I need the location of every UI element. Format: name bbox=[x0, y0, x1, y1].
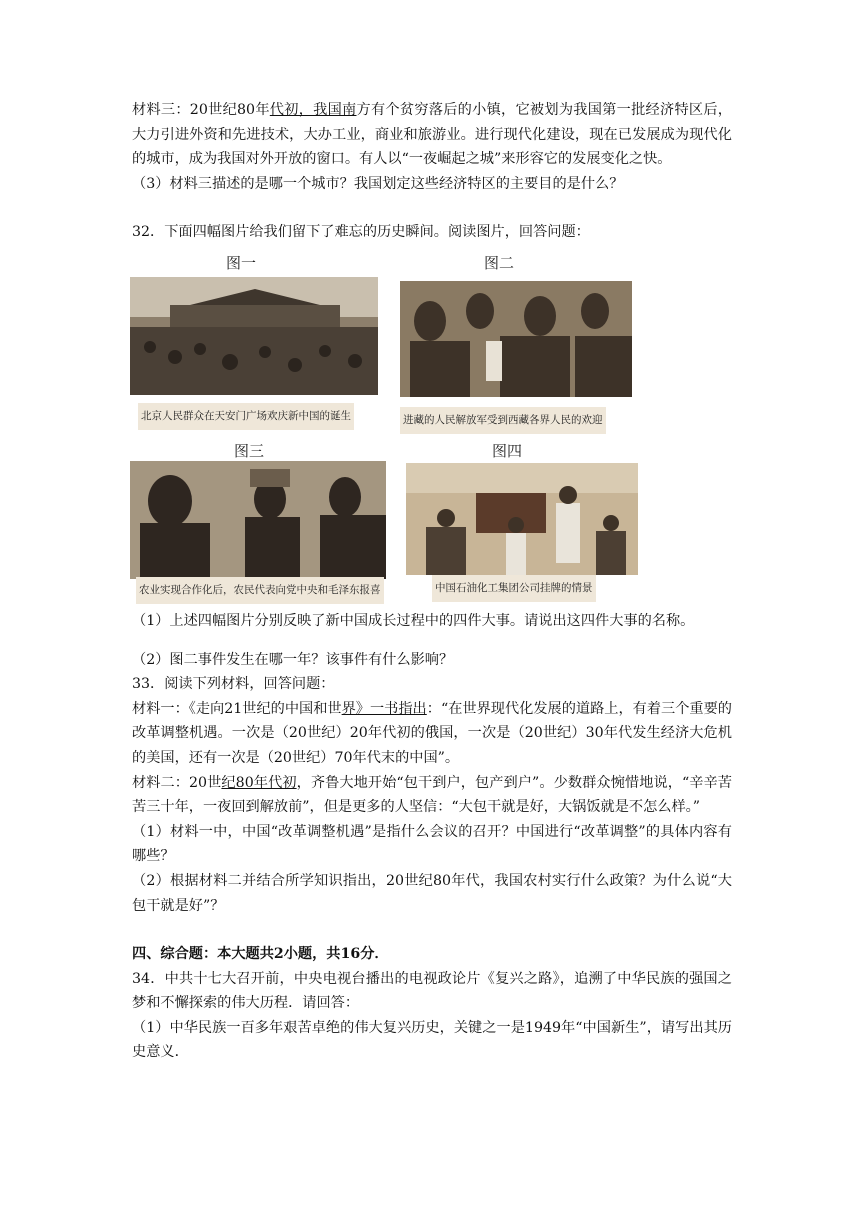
material-2-paragraph bbox=[132, 771, 732, 820]
material-1-text-b: ：“在世界现代化发展的道路上，有着三个重要的改革调整机遇。一次是（20世纪）20年代初的俄国，一次是（20世纪）30年代发生经济大危机的美国，还有一次是（20世纪）70年代末的中国”。 bbox=[132, 700, 732, 766]
figure-1-photo bbox=[130, 277, 378, 395]
material-1-text-underlined: 界》一书指出 bbox=[341, 700, 427, 717]
question-33-1: （1）材料一中，中国“改革调整机遇”是指什么会议的召开？中国进行“改革调整”的具体内容有哪些？ bbox=[132, 823, 732, 865]
question-32-1: （1）上述四幅图片分别反映了新中国成长过程中的四件大事。请说出这四件大事的名称。 bbox=[132, 612, 695, 629]
material-2-text-a: 材料二：20世 bbox=[132, 774, 222, 791]
material3-paragraph bbox=[132, 98, 732, 172]
figure-grid bbox=[130, 251, 640, 603]
figure-2-photo bbox=[400, 281, 632, 397]
material3-text-underlined: 代初，我国南 bbox=[269, 102, 357, 118]
question-32-stem: 32．下面四幅图片给我们留下了难忘的历史瞬间。阅读图片，回答问题： bbox=[132, 224, 590, 241]
question-33-2: （2）根据材料二并结合所学知识指出，20世纪80年代，我国农村实行什么政策？为什么说“大包干就是好”？ bbox=[132, 872, 732, 914]
figure-4-caption: 中国石油化工集团公司挂牌的情景 bbox=[432, 575, 596, 602]
figure-4 bbox=[406, 439, 640, 603]
figure-3-title: 图三 bbox=[234, 441, 265, 460]
material-1-text-a: 材料一：《走向21世纪的中国和世 bbox=[132, 700, 342, 717]
material-1-paragraph bbox=[132, 697, 732, 771]
figure-3-caption: 农业实现合作化后，农民代表向党中央和毛泽东报喜 bbox=[136, 577, 384, 604]
question-34-1: （1）中华民族一百多年艰苦卓绝的伟大复兴历史，关键之一是1949年“中国新生”，请写出其历史意义． bbox=[132, 1019, 732, 1061]
question-33-stem: 33．阅读下列材料，回答问题： bbox=[132, 676, 335, 693]
question-3: （3）材料三描述的是哪一个城市？我国划定这些经济特区的主要目的是什么？ bbox=[132, 175, 624, 192]
figure-2-title: 图二 bbox=[484, 253, 515, 272]
figure-3-photo bbox=[130, 461, 386, 579]
exam-page bbox=[132, 98, 732, 1065]
section-4-heading: 四、综合题：本大题共2小题，共16分． bbox=[132, 946, 389, 963]
figure-3 bbox=[130, 439, 386, 603]
figure-4-photo bbox=[406, 463, 638, 575]
figure-4-title: 图四 bbox=[492, 441, 523, 460]
figure-1 bbox=[130, 251, 378, 423]
material3-text-a: 材料三：20世纪80年 bbox=[132, 102, 270, 118]
figure-2-caption: 进藏的人民解放军受到西藏各界人民的欢迎 bbox=[400, 407, 606, 434]
material-2-text-underlined: 纪80年代初 bbox=[221, 774, 297, 791]
material-2-text-b: ，齐鲁大地开始“包干到户，包产到户”。少数群众惋惜地说，“辛辛苦苦三十年，一夜回到解放前”，但是更多的人坚信：“大包干就是好，大锅饭就是不怎么样。” bbox=[132, 774, 732, 816]
question-32-2: （2）图二事件发生在哪一年？该事件有什么影响？ bbox=[132, 651, 454, 668]
question-34-stem: 34．中共十七大召开前，中央电视台播出的电视政论片《复兴之路》，追溯了中华民族的强国之梦和不懈探索的伟大历程．请回答： bbox=[132, 970, 732, 1012]
material3-text-b: 方有个贫穷落后的小镇，它被划为我国第一批经济特区后，大力引进外资和先进技术，大办工业，商业和旅游业。进行现代化建设，现在已发展成为现代化的城市，成为我国对外开放的窗口。有人以“一夜崛起之城”来形容它的发展变化之快。 bbox=[132, 102, 732, 168]
figure-1-title: 图一 bbox=[226, 253, 257, 272]
figure-1-caption: 北京人民群众在天安门广场欢庆新中国的诞生 bbox=[138, 403, 354, 430]
figure-2 bbox=[400, 251, 636, 426]
